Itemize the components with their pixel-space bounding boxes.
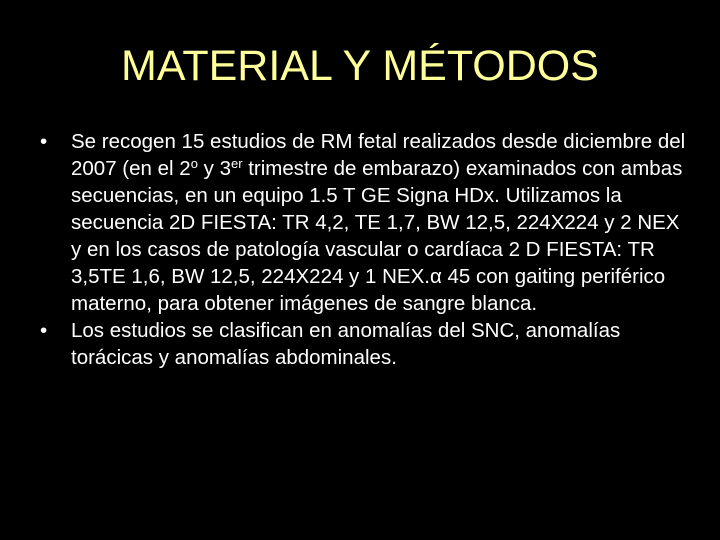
bullet-text-part: Se recogen 15 estudios de RM fetal realizados desde diciembre del 2007 (en el 2 — [71, 130, 686, 180]
bullet-text-part: trimestre de embarazo) examinados con ambas secuencias, en un equipo 1.5 T GE Signa HDx. Utilizamos la secuencia 2D FIESTA: TR 4,2, TE 1,7, BW 12,5, 224X224 y 2 NEX y en los casos de patología vascular o cardíaca 2 D FIESTA: TR 3,5TE 1,6, BW 12,5, 224X224 y 1 NEX.α 45 con gaiting periférico materno, para obtener imágenes de sangre blanca. — [71, 157, 683, 315]
superscript-ordinal: o — [190, 156, 198, 171]
bullet-item-methods — [40, 128, 695, 317]
bullet-text: Los estudios se clasifican en anomalías del SNC, anomalías torácicas y anomalías abdominales. — [71, 319, 621, 369]
bullet-marker: • — [40, 319, 48, 342]
superscript-ordinal: er — [230, 156, 243, 171]
slide-title: MATERIAL Y MÉTODOS — [121, 42, 599, 90]
bullet-list — [40, 128, 695, 371]
bullet-item-classification — [40, 317, 695, 371]
bullet-marker: • — [40, 130, 48, 153]
bullet-text-part: y 3 — [197, 157, 231, 180]
